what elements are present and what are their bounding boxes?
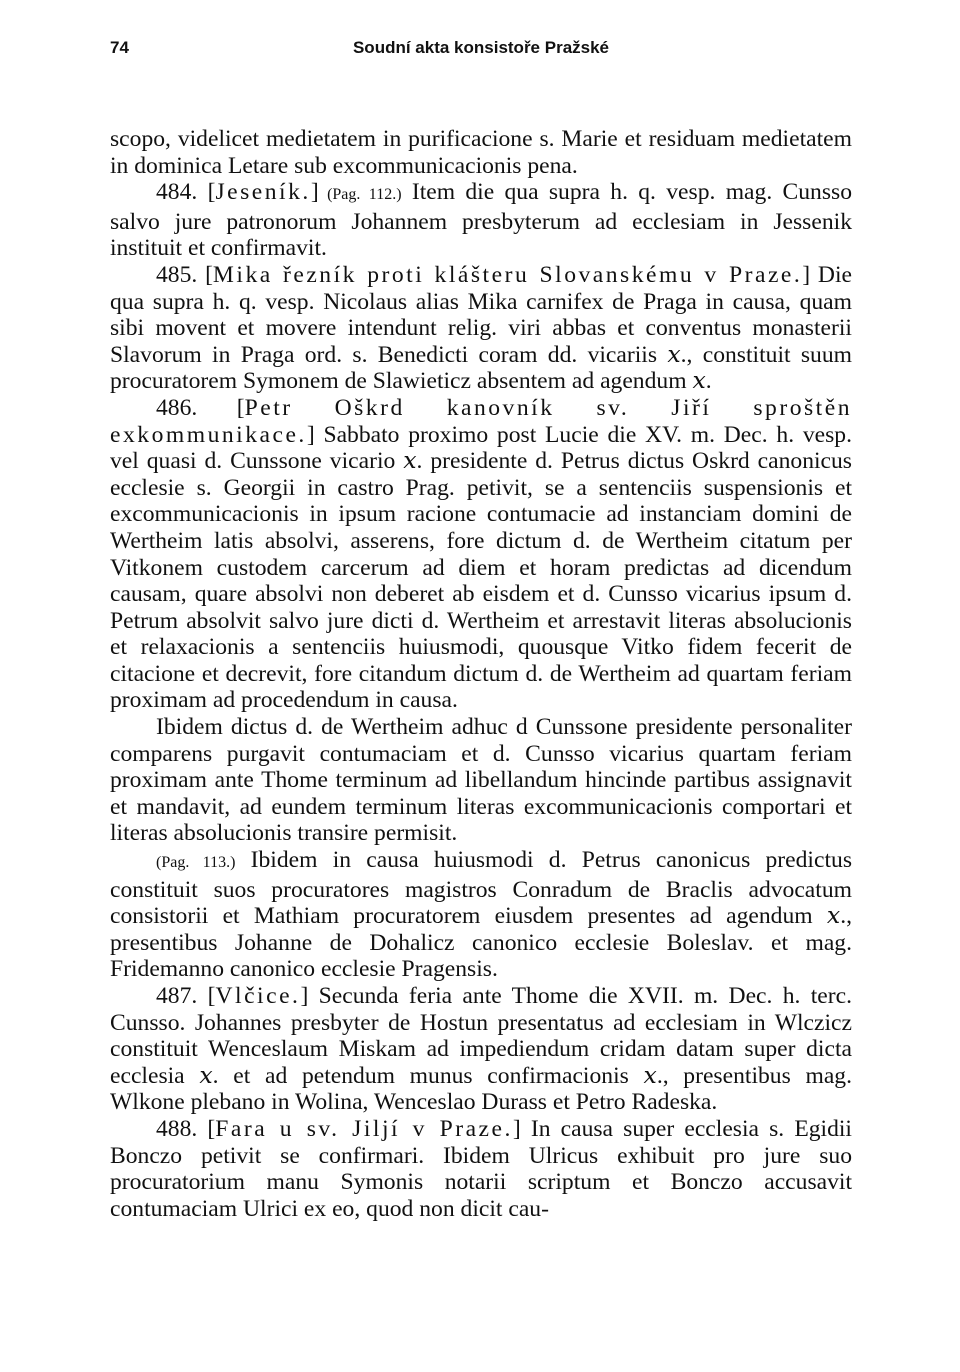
entry-text: Sabbato proximo post Lucie die XV. m. Dec. h. vesp. vel quasi d. Cunssone vicario 𝑥. presidente d. Petrus dictus Oskrd canonicus ecclesie s. Georgii in castro Prag. petivit, se a sentenciis suspensionis et excommunicacionis in ipsum racione contumacie ad instanciam domini de Wertheim latis absolvi, asserens, fore dictum d. de Wertheim citatum per Vitkonem custodem carcerum ad diem et horam predictas ad dicendum causam, quare absolvi non deberet ab eisdem et d. Cunsso vicarius ipsum d. Petrum absolvit salvo jure dicti d. Wertheim et arrestavit literas absolucionis et relaxacionis a sentenciis huiusmodi, quousque Vitko fidem fecerit de citacione et decrevit, fore citandum dictum d. de Wertheim ad quartam feriam proximam ad procedendum in causa. (110, 421, 852, 714)
entry-heading: Vlčice. (215, 983, 301, 1009)
entry-heading: Mika řezník proti klášteru Slovanskému v Praze. (212, 261, 803, 288)
entry-bracket-close: ] (802, 261, 811, 288)
entry-heading: Fara u sv. Jiljí v Praze. (215, 1115, 513, 1142)
paragraph-text: Ibidem in causa huiusmodi d. Petrus canonicus predictus constituit suos procuratores magistros Conradum de Braclis advocatum consistorii et Mathiam procuratorem eiusdem presentes ad agendum 𝑥., presentibus Johanne de Dohalicz canonico ecclesie Boleslav. et mag. Fridemanno canonico ecclesie Pragensis. (110, 847, 852, 983)
document-body (110, 126, 852, 1222)
page-number: 74 (110, 38, 129, 57)
entry-487 (110, 983, 852, 1116)
paragraph-ibidem-2 (110, 847, 852, 983)
paragraph-text: Ibidem dictus d. de Wertheim adhuc d Cunssone presidente personaliter comparens purgavit contumaciam et d. Cunsso vicarius quartam feriam proximam ante Thome terminum ad libellandum hincinde partibus assignavit et mandavit, ad eundem terminum literas excommunicacionis comportari et literas absolucionis transire permisit. (110, 714, 852, 847)
entry-bracket-close: ] (512, 1115, 521, 1142)
entry-485 (110, 262, 852, 395)
entry-heading: Jeseník. (215, 179, 311, 206)
entry-text: Item die qua supra h. q. vesp. mag. Cunsso salvo jure patronorum Johannem presbyterum ad ecclesiam in Jessenik instituit et confirmavit. (110, 179, 853, 262)
pagination-note: (Pag. 112.) (318, 186, 402, 204)
entry-number: 487. [ (156, 983, 216, 1009)
paragraph-text: scopo, videlicet medietatem in purificacione s. Marie et residuam medietatem in dominica Letare sub excommunicacionis pena. (110, 126, 852, 179)
entry-text: Secunda feria ante Thome die XVII. m. Dec. h. terc. Cunsso. Johannes presbyter de Hostun presentatus ad ecclesiam in Wlczicz constituit Wenceslaum Miskam ad impediendum cridam datam super dicta ecclesia 𝑥. et ad petendum munus confirmacionis 𝑥., presentibus mag. Wlkone plebano in Wolina, Wenceslao Durass et Petro Radeska. (110, 983, 853, 1116)
entry-486 (110, 395, 852, 714)
entry-heading: Petr Oškrd kanovník sv. Jiří sproštěn exkommunikace. (110, 394, 853, 448)
entry-484 (110, 179, 852, 262)
paragraph-continuation (110, 126, 852, 179)
entry-number: 488. [ (156, 1115, 216, 1142)
entry-bracket-close: ] (310, 179, 319, 206)
entry-text: Die qua supra h. q. vesp. Nicolaus alias Mika carnifex de Praga in causa, quam sibi movent et movere intendunt relig. viri abbas et conventus monasterii Slavorum in Praga ord. s. Benedicti coram dd. vicariis 𝑥., constituit suum procuratorem Symonem de Slawieticz absentem ad agendum 𝑥. (110, 261, 852, 395)
entry-number: 485. [ (156, 261, 213, 288)
entry-488 (110, 1116, 852, 1222)
pagination-note: (Pag. 113.) (156, 854, 236, 872)
entry-text: In causa super ecclesia s. Egidii Bonczo petivit se confirmari. Ibidem Ulricus exhibuit pro jure suo procuratorium manu Symonis notarii scriptum et Bonczo accusavit contumaciam Ulrici ex eo, quod non dicit cau- (110, 1115, 852, 1222)
entry-bracket-close: ] (306, 421, 315, 448)
entry-bracket-close: ] (300, 983, 309, 1009)
entry-number: 484. [ (156, 179, 216, 206)
paragraph-ibidem-1 (110, 714, 852, 847)
entry-number: 486. [ (156, 394, 245, 421)
page-header (110, 38, 852, 78)
running-title: Soudní akta konsistoře Pražské (352, 38, 610, 57)
